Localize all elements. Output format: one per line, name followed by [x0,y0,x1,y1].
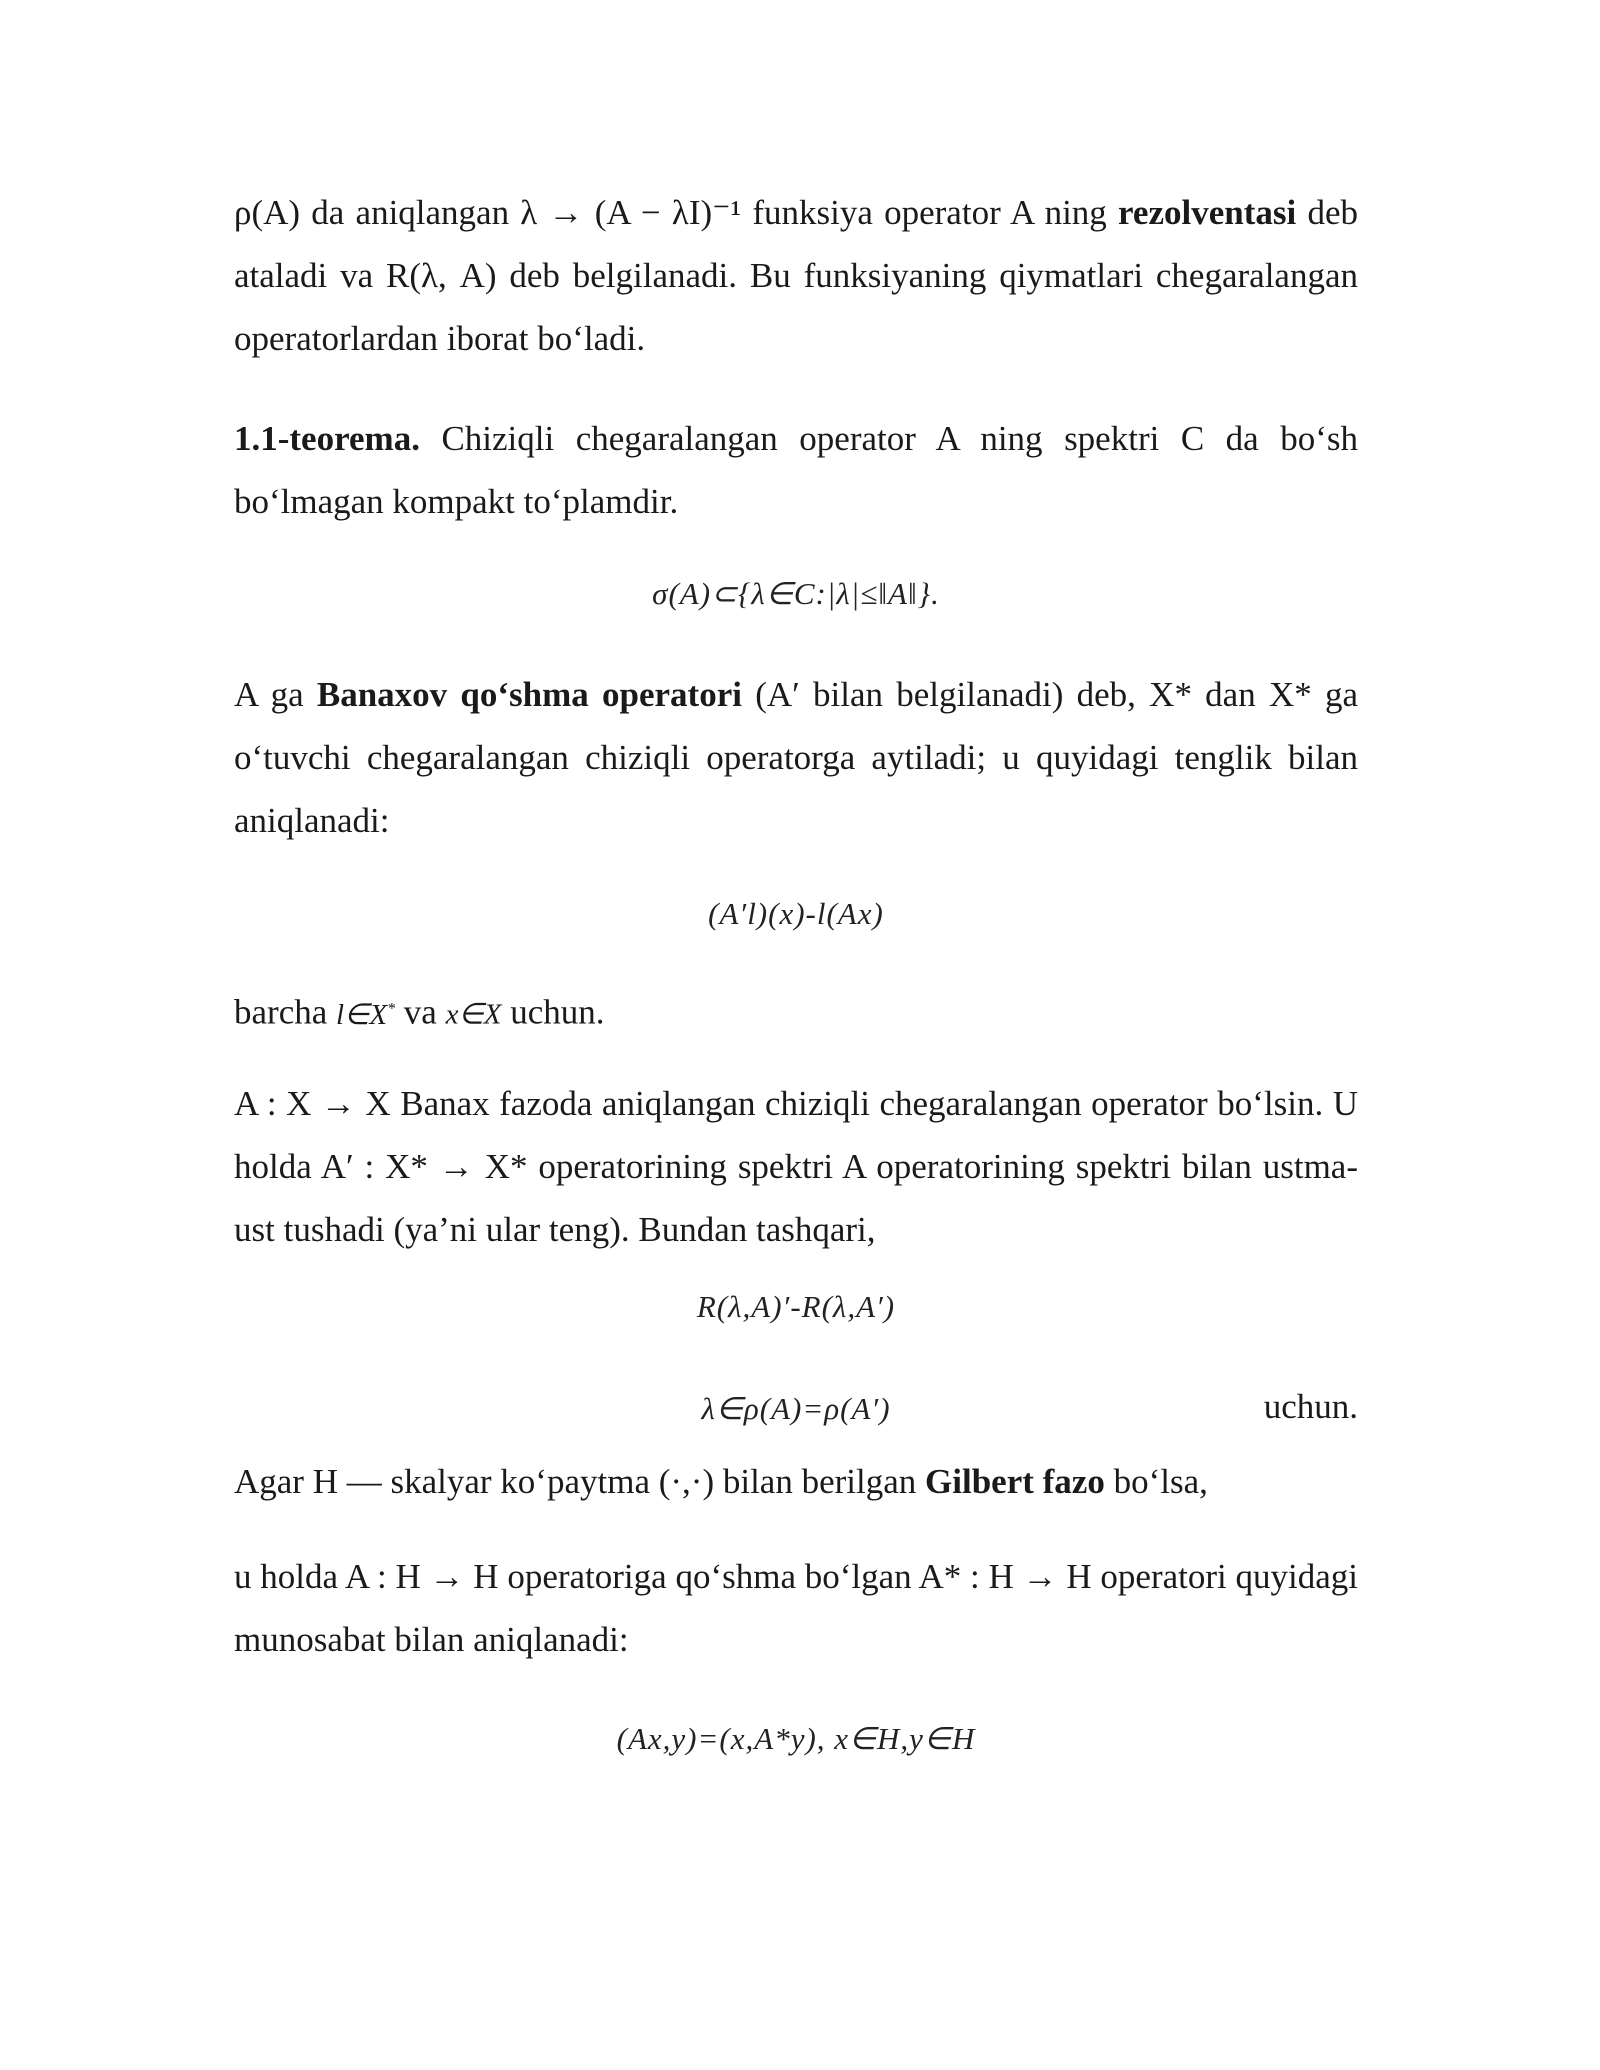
paragraph-hilbert-adjoint: u holda A : H → H operatoriga qo‘shma bo‘lgan A* : H → H operatori quyidagi munosabat bilan aniqlanadi: [234,1557,1358,1659]
paragraph-for-all [234,977,1358,1047]
banach-text-1: A ga [234,675,317,714]
math-l-in-xstar: l∈X* [336,998,396,1031]
resolvent-text-1: ρ(A) da aniqlangan λ → (A − λI)⁻¹ funksiya operator A ning [234,193,1119,232]
for-all-text-2: va [395,992,446,1032]
term-banach-adjoint: Banaxov qo‘shma operatori [316,675,742,714]
formula-suffix-text: uchun. [1263,1387,1358,1426]
paragraph-hilbert-space [234,1450,1358,1513]
formula-spectrum-bound: σ(A)⊂{λ∈C:|λ|≤‖A‖}. [652,576,940,611]
hilbert-text-1: Agar H — skalyar ko‘paytma (·,·) bilan berilgan [234,1462,926,1501]
theorem-text: Chiziqli chegaralangan operator A ning spektri C da bo‘sh bo‘lmagan kompakt to‘plamdir. [234,419,1358,521]
paragraph-banach-adjoint [234,663,1358,852]
banach-text-2: (A′ bilan belgilanadi) deb, X* dan X* ga o‘tuvchi chegaralangan chiziqli operatorga aytiladi; u quyidagi tenglik bilan aniqlanadi: [234,675,1358,840]
formula-resolvent-adjoint: R(λ,A)′-R(λ,A′) [696,1289,896,1324]
paragraph-theorem [234,407,1358,533]
for-all-text-1: barcha [234,992,337,1032]
for-all-text-3: uchun. [501,992,605,1032]
term-resolvent: rezolventasi [1118,193,1297,232]
term-hilbert-space: Gilbert fazo [925,1462,1105,1501]
paragraph-spectrum-equality: A : X → X Banax fazoda aniqlangan chiziqli chegaralangan operator bo‘lsin. U holda A′ : X* → X* operatorining spektri A operatorining spektri bilan ustma-ust tushadi (ya’ni ular teng). Bundan tashqari, [234,1084,1358,1249]
theorem-label: 1.1-teorema. [234,419,420,458]
resolvent-text-2: deb ataladi va R(λ, A) deb belgilanadi. Bu funksiyaning qiymatlari chegaralangan operatorlardan iborat bo‘ladi. [234,193,1358,358]
math-x-in-x: x∈X [445,998,502,1031]
paragraph-resolvent [234,181,1358,370]
formula-adjoint-definition: (A′l)(x)-l(Ax) [708,896,884,931]
formula-hilbert-adjoint: (Ax,y)=(x,A*y), x∈H,y∈H [616,1721,976,1756]
hilbert-text-2: bo‘lsa, [1104,1462,1208,1501]
formula-resolvent-set: λ∈ρ(A)=ρ(A′) [701,1391,891,1426]
